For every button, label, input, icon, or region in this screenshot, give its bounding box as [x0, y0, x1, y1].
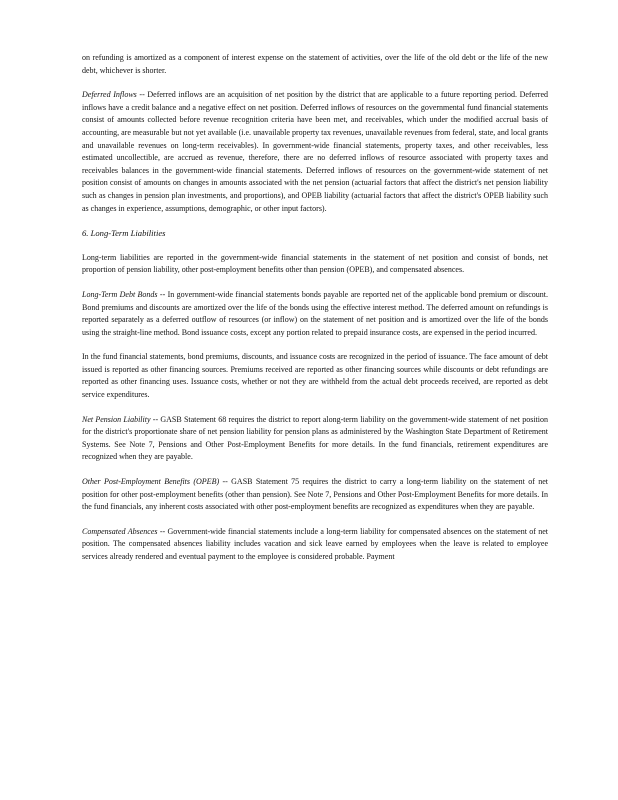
- paragraph-long-term-debt: [82, 289, 548, 339]
- paragraph-refunding: on refunding is amortized as a component of interest expense on the statement of activities, over the life of the old debt or the life of the new debt, whichever is shorter.: [82, 53, 548, 75]
- term-deferred-inflows: Deferred Inflows: [82, 90, 137, 100]
- text-long-term-debt: -- In government-wide financial statements bonds payable are reported net of the applicable bond premium or discount. Bond premiums and discounts are amortized over the life of the bonds using the effective interest method. The deferred amount on refundings is reported separately as a deferred outflow of resources (or inflow) on the statement of net position and is amortized over the life of the bonds using the straight-line method. Bond issuance costs, except any portion related to prepaid insurance costs, are expensed in the period incurred.: [82, 289, 548, 337]
- text-deferred-inflows: -- Deferred inflows are an acquisition of net position by the district that are applicable to a future reporting period. Deferred inflows have a credit balance and a negative effect on net position. Deferred inflows of resources on the governmental fund financial statements consist of amounts collected before revenue recognition criteria have been met, and receivables, which under the modified accrual basis of accounting, are measurable but not yet available (i.e. unavailable property tax revenues, unavailable revenues from federal, state, and local grants and unavailable revenues on long-term receivables). In government-wide financial statements, property taxes, and other receivables, less estimated uncollectible, are accrued as revenue, therefore, there are no deferred inflows of resource associated with property taxes and receivables balances in the government-wide financial statements. Deferred inflows of resources on the government-wide statement of net position consist of amounts on changes in amounts associated with the net pension (actuarial factors that affect the district's net pension liability such as changes in pension plan investments, and proportions), and OPEB liability (actuarial factors that affect the district's OPEB liability such as changes in experience, assumptions, demographic, or other input factors).: [82, 90, 549, 213]
- text-net-pension-liability: -- GASB Statement 68 requires the district to report along-term liability on the government-wide statement of net position for the district's proportionate share of net pension liability for pension plans as administered by the Washington State Department of Retirement Systems. See Note 7, Pensions and Other Post-Employment Benefits for more details. In the fund financials, retirement expenditures are recognized when they are payable.: [82, 414, 548, 462]
- term-net-pension-liability: Net Pension Liability: [82, 414, 151, 424]
- text-opeb: -- GASB Statement 75 requires the district to carry a long-term liability on the statement of net position for other post-employment benefits (other than pension). See Note 7, Pensions and Other Post-Employment Benefits for more details. In the fund financials, any inherent costs associated with other post-employment benefits are recognized as expenditures when they are payable.: [82, 477, 548, 512]
- text-compensated-absences: -- Government-wide financial statements include a long-term liability for compensated absences on the statement of net position. The compensated absences liability includes vacation and sick leave earned by employees when the leave is related to employee services already rendered and eventual payment to the employee is considered probable. Payment: [82, 526, 549, 561]
- paragraph-deferred-inflows: [82, 89, 548, 215]
- term-long-term-debt: Long-Term Debt Bonds: [82, 289, 158, 299]
- section-heading-long-term-liabilities: 6. Long-Term Liabilities: [82, 228, 166, 239]
- paragraph-opeb: [82, 476, 548, 514]
- paragraph-compensated-absences: [82, 526, 548, 564]
- term-compensated-absences: Compensated Absences: [82, 526, 158, 536]
- paragraph-net-pension-liability: [82, 414, 548, 464]
- paragraph-long-term-liabilities: Long-term liabilities are reported in the government-wide financial statements in the statement of net position and consist of bonds, net proportion of pension liability, other post-employment benefits other than pension (OPEB), and compensated absences.: [82, 252, 548, 275]
- term-opeb: Other Post-Employment Benefits (OPEB): [82, 477, 220, 487]
- paragraph-fund-financial-statements: In the fund financial statements, bond premiums, discounts, and issuance costs are recognized in the period of issuance. The face amount of debt issued is reported as other financing sources. Premiums received are reported as other financing sources while discounts or debt refundings are reported as other financing uses. Issuance costs, whether or not they are withheld from the actual debt proceeds received, are reported as debt service expenditures.: [82, 352, 548, 400]
